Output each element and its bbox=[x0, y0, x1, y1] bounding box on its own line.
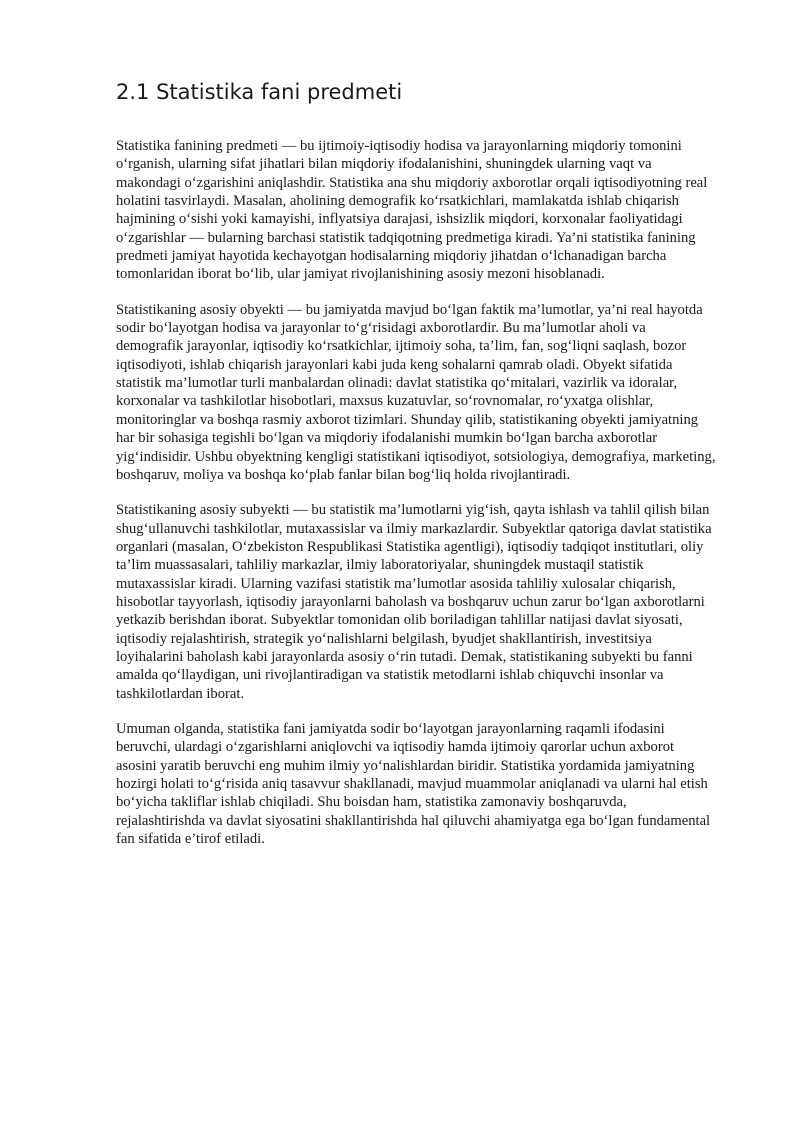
document-body bbox=[116, 137, 716, 865]
section-heading: 2.1 Statistika fani predmeti bbox=[116, 80, 403, 104]
paragraph-object: Statistikaning asosiy obyekti — bu jamiyatda mavjud bo‘lgan faktik ma’lumotlar, ya’ni real hayotda sodir bo‘layotgan hodisa va jarayonlar to‘g‘risidagi axborotlardir. Bu ma’lumotlar aholi va demografik jarayonlar, iqtisodiy ko‘rsatkichlar, ijtimoiy soha, ta’lim, fan, sog‘liqni saqlash, bozor iqtisodiyoti, ishlab chiqarish jarayonlari kabi juda keng sohalarni qamrab oladi. Obyekt sifatida statistik ma’lumotlar turli manbalardan olinadi: davlat statistika qo‘mitalari, vazirlik va idoralar, korxonalar va tashkilotlar hisobotlari, maxsus kuzatuvlar, so‘rovnomalar, ro‘yxatga olishlar, monitoringlar va boshqa rasmiy axborot tizimlari. Shunday qilib, statistikaning obyekti jamiyatning har bir sohasiga tegishli bo‘lgan va miqdoriy ifodalanishi mumkin bo‘lgan barcha axborotlar yig‘indisidir. Ushbu obyektning kengligi statistikani iqtisodiyot, sotsiologiya, demografiya, marketing, boshqaruv, moliya va boshqa ko‘plab fanlar bilan bog‘liq holda rivojlantiradi. bbox=[116, 301, 716, 483]
paragraph-conclusion: Umuman olganda, statistika fani jamiyatda sodir bo‘layotgan jarayonlarning raqamli ifodasini beruvchi, ulardagi o‘zgarishlarni aniqlovchi va iqtisodiy hamda ijtimoiy qarorlar uchun axborot asosini yaratib beruvchi eng muhim ilmiy yo‘nalishlardan biridir. Statistika yordamida jamiyatning hozirgi holati to‘g‘risida aniq tasavvur shakllanadi, mavjud muammolar aniqlanadi va ularni hal etish bo‘yicha takliflar ishlab chiqiladi. Shu boisdan ham, statistika zamonaviy boshqaruvda, rejalashtirishda va davlat siyosatini shakllantirishda hal qiluvchi ahamiyatga ega bo‘lgan fundamental fan sifatida e’tirof etiladi. bbox=[116, 720, 711, 848]
paragraph-subyekt: Statistikaning asosiy subyekti — bu statistik ma’lumotlarni yig‘ish, qayta ishlash va tahlil qilish bilan shug‘ullanuvchi tashkilotlar, mutaxassislar va ilmiy markazlardir. Subyektlar qatoriga davlat statistika organlari (masalan, O‘zbekiston Respublikasi Statistika agentligi), iqtisodiy tadqiqot institutlari, oliy ta’lim muassasalari, tahliliy markazlar, ilmiy laboratoriyalar, shuningdek mustaqil statistik mutaxassislar kiradi. Ularning vazifasi statistik ma’lumotlar asosida tahliliy xulosalar chiqarish, hisobotlar tayyorlash, iqtisodiy jarayonlarni baholash va boshqaruv uchun zarur bo‘lgan axborotlarni yetkazib berishdan iborat. Subyektlar tomonidan olib boriladigan tahlillar natijasi davlat siyosati, iqtisodiy rejalashtirish, strategik yo‘nalishlarni belgilash, byudjet shakllantirish, investitsiya loyihalarini baholash kabi jarayonlarda asosiy o‘rin tutadi. Demak, statistikaning subyekti bu fanni amalda qo‘llaydigan, uni rivojlantiradigan va statistik metodlarni ishlab chiquvchi insonlar va tashkilotlardan iborat. bbox=[116, 502, 712, 702]
paragraph-subject: Statistika fanining predmeti — bu ijtimoiy-iqtisodiy hodisa va jarayonlarning miqdoriy tomonini o‘rganish, ularning sifat jihatlari bilan miqdoriy ifodalanishini, shuningdek ularning vaqt va makondagi o‘zgarishini aniqlashdir. Statistika ana shu miqdoriy axborotlar orqali iqtisodiyotning real holatini tasvirlaydi. Masalan, aholining demografik ko‘rsatkichlari, mamlakatda ishlab chiqarish hajmining o‘sishi yoki kamayishi, inflyatsiya darajasi, ishsizlik miqdori, korxonalar faoliyatidagi o‘zgarishlar — bularning barchasi statistik tadqiqotning predmetiga kiradi. Ya’ni statistika fanining predmeti jamiyat hayotida kechayotgan hodisalarning miqdoriy jihatdan o‘lchanadigan barcha tomonlaridan iborat bo‘lib, ular jamiyat rivojlanishining asosiy mezoni hisoblanadi. bbox=[116, 138, 708, 283]
